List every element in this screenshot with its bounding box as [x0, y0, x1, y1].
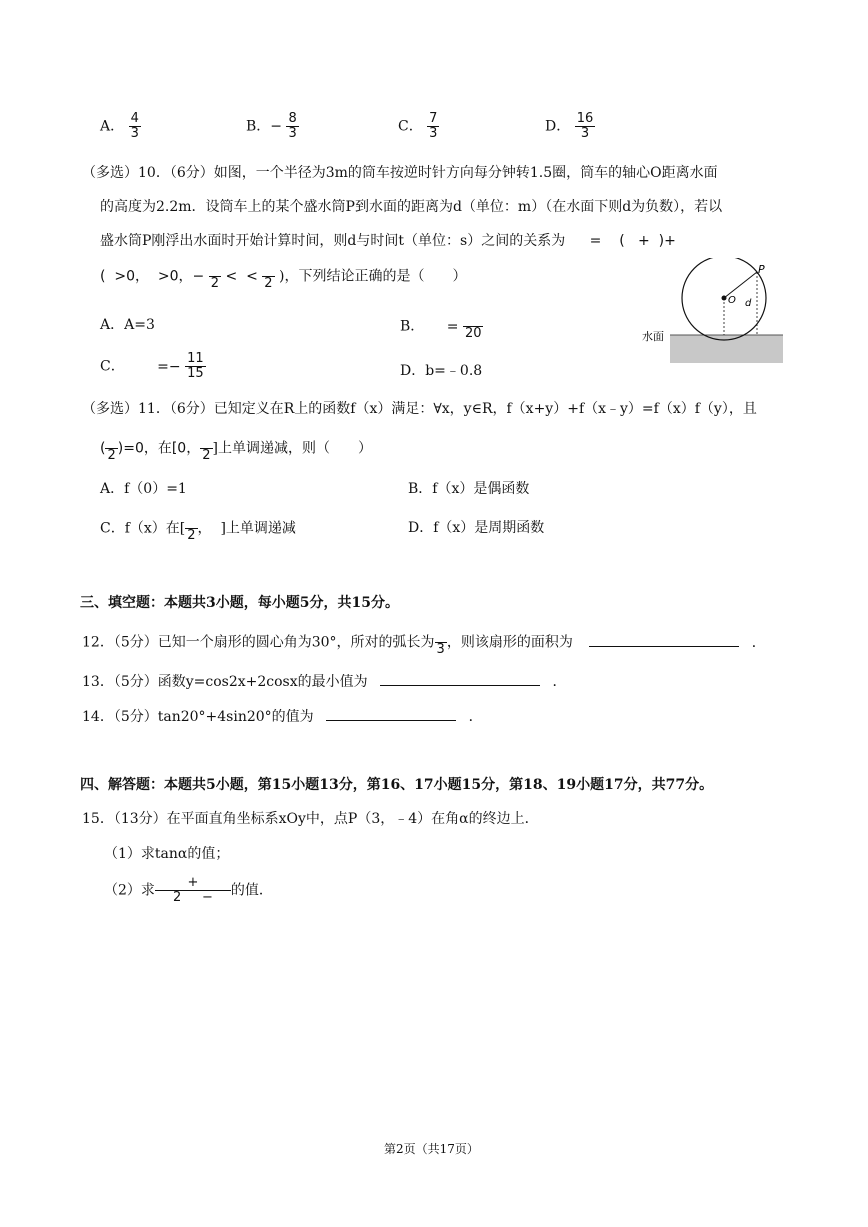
q10-line1: （多选）10．（6分）如图，一个半径为3m的筒车按逆时针方向每分钟转1.5圈，筒车的轴心O距离水面 [82, 165, 718, 181]
q10-pi-over-2-left: 2 [209, 262, 221, 291]
q9-option-c-fraction: $\frac{7}{3}$ [429, 111, 438, 141]
q9-option-c-letter: C． [398, 118, 423, 135]
q11-pi-over-2-b: 2 [200, 434, 212, 463]
q11-option-c-fraction: 2 [185, 514, 197, 543]
q10-pi-over-2-right: 2 [262, 262, 274, 291]
q15: 15．（13分）在平面直角坐标系xOy中，点P（3，﹣4）在角α的终边上． [82, 811, 539, 827]
q10-line4: ( >0， >0，− 2 < < 2 )，下列结论正确的是（ ） [100, 262, 467, 291]
q15-part2: （2）求 $\frac{+}{2 -}$ 的值． [104, 875, 273, 905]
q10-option-a: A．A=3 [100, 317, 155, 333]
q10-line3 [100, 230, 676, 250]
q9-option-d-fraction: $\frac{16}{3}$ [576, 111, 594, 141]
q11-pi-over-2-a: 2 [105, 434, 117, 463]
q15-part1: （1）求tanα的值； [104, 846, 230, 862]
q10-option-b: B． = 20 [400, 312, 483, 341]
q11-line1: （多选）11．（6分）已知定义在R上的函数f（x）满足：∀x，y∈R，f（x+y）+f（x﹣y）=f（x）f（y），且 [82, 401, 757, 417]
q9-option-d-letter: D． [545, 118, 571, 135]
water-label: 水面 [642, 330, 664, 343]
q10-option-d: D．b=﹣0.8 [400, 363, 483, 379]
q12-fraction: 3 [435, 628, 447, 657]
q10-option-b-fraction: 20 [463, 312, 484, 341]
q9-option-a-fraction: $\frac{4}{3}$ [130, 111, 139, 141]
section-4-title: 四、解答题：本题共5小题，第15小题13分，第16、17小题15分，第18、19小题17分，共77分。 [80, 777, 714, 793]
q14-answer-blank[interactable] [326, 708, 456, 721]
q10-line2: 的高度为2.2m．设筒车上的某个盛水筒P到水面的距离为d（单位：m）（在水面下则d为负数），若以 [100, 199, 723, 215]
water-wheel-figure [640, 258, 790, 368]
point-o-label: O [728, 295, 736, 306]
q10-option-c-fraction: $\frac{11}{15}$ [187, 351, 204, 381]
q10-formula: = ( + )+ [589, 233, 676, 249]
q15-expression-fraction: $\frac{+}{2 -}$ [155, 876, 231, 905]
d-label: d [745, 298, 752, 309]
q11-option-a: A．f（0）=1 [100, 481, 187, 497]
q9-option-b-fraction: $\frac{8}{3}$ [288, 111, 297, 141]
water-body [670, 335, 783, 363]
q10-option-c: C． =− $\frac{11}{15}$ [100, 351, 204, 381]
q9-option-a [100, 112, 141, 141]
point-p-label: P [758, 263, 765, 276]
q11-option-c: C．f（x）在[ 2 ， ]上单调递减 [100, 514, 296, 543]
q9-option-b-letter: B． [246, 118, 271, 135]
q11-option-b: B．f（x）是偶函数 [408, 481, 530, 497]
page-footer: 第2页（共17页） [384, 1142, 479, 1156]
section-3-title: 三、填空题：本题共3小题，每小题5分，共15分。 [80, 595, 399, 611]
q13-answer-blank[interactable] [380, 673, 540, 686]
q9-option-d [545, 112, 595, 141]
q11-line2: ( 2 )=0，在[0， 2 ]上单调递减，则（ ） [100, 434, 372, 463]
q9-option-c [398, 112, 439, 141]
q11-option-d: D．f（x）是周期函数 [408, 520, 545, 536]
q13: 13．（5分）函数y=cos2x+2cosx的最小值为 ． [82, 674, 567, 690]
q12: 12．（5分）已知一个扇形的圆心角为30°，所对的弧长为 3 ，则该扇形的面积为 ． [82, 628, 766, 657]
q9-option-a-letter: A． [100, 118, 125, 135]
q12-answer-blank[interactable] [589, 634, 739, 647]
q14: 14．（5分）tan20°+4sin20°的值为 ． [82, 709, 483, 725]
q9-option-b: B．− $\frac{8}{3}$ [246, 111, 297, 141]
q10-line3-text: 盛水筒P刚浮出水面时开始计算时间，则d与时间t（单位：s）之间的关系为 [100, 233, 566, 249]
